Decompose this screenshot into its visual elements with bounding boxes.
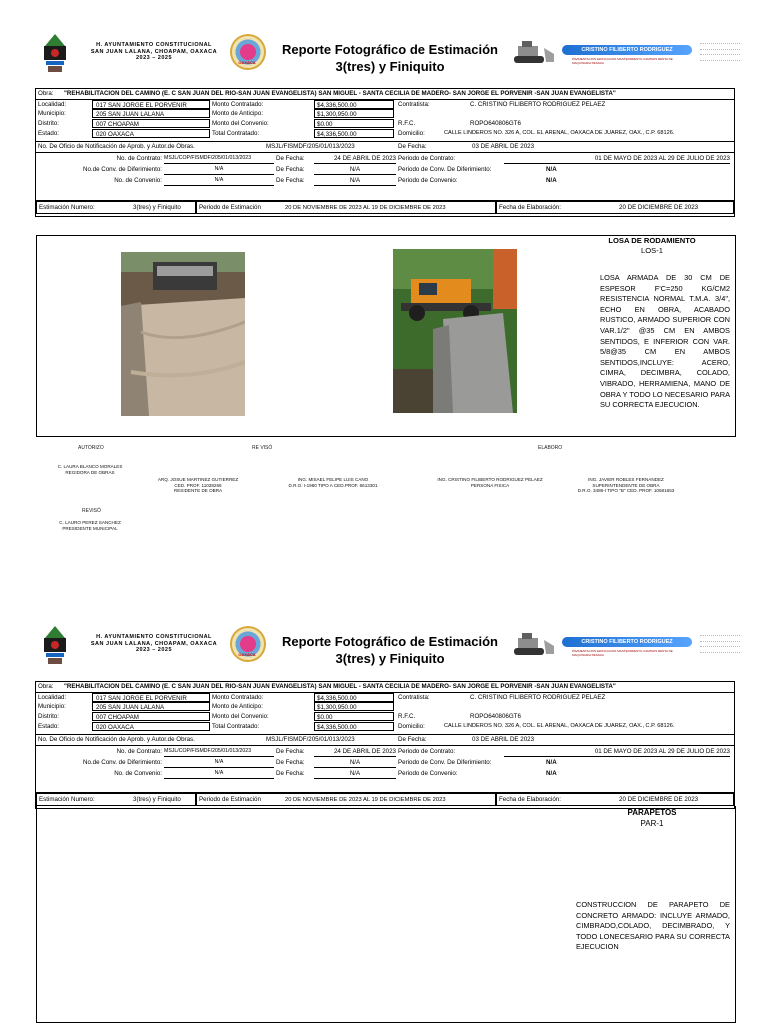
bulldozer-icon	[508, 632, 556, 658]
signature-contratista	[420, 477, 560, 488]
distrito-label: Distrito:	[38, 713, 59, 720]
signer-name: ARQ. JOSUE MARTINEZ GUTIERREZ	[157, 477, 239, 482]
periodo-estimacion-label: Periodo de Estimación	[199, 796, 261, 803]
diferimiento-value: N/A	[164, 165, 274, 175]
signer-name: ING. JAVIER ROBLES FERNANDEZ	[588, 477, 664, 482]
fecha-contrato-label: De Fecha:	[276, 748, 305, 755]
report-title	[270, 633, 510, 667]
contrato-value: MSJL/COP/FISMDF/205/01/013/2023	[164, 154, 274, 164]
convenio-label: No. de Convenio:	[114, 770, 162, 777]
contractor-banner: CRISTINO FILIBERTO RODRIGUEZ	[562, 637, 692, 647]
contractor-banner-sub: PAVIMENTACION EDIFICACION MANTENIMIENTO CAMINOS RENTA DE MAQUINARIA PESADA	[572, 649, 673, 657]
fecha-oficio-label: De Fecha:	[398, 736, 427, 743]
signer-name: ING. CRISTINO FILIBERTO RODRIGUEZ PELAEZ	[437, 477, 543, 482]
obra-label: Obra:	[38, 683, 54, 690]
periodo-convenio-label: Periodo de Convenio:	[398, 177, 458, 184]
title-line-2: 3(tres) y Finiquito	[335, 59, 445, 74]
contact-block	[700, 632, 740, 653]
rfc-label: R.F.C.	[398, 713, 416, 720]
estimacion-box	[36, 793, 196, 806]
ayuntamiento-name	[74, 42, 234, 62]
fecha-oficio-label: De Fecha:	[398, 143, 427, 150]
ayto-line-3: 2023 – 2025	[135, 647, 173, 653]
signature-regidora	[40, 464, 140, 475]
fecha-oficio-value: 03 DE ABRIL DE 2023	[472, 143, 535, 150]
section-1-title: LOSA DE RODAMIENTO	[608, 236, 696, 245]
monto-contratado-value: $4,336,500.00	[314, 100, 394, 109]
localidad-label: Localidad:	[38, 694, 67, 701]
diferimiento-label: No.de Conv. de Diferimiento:	[83, 759, 162, 766]
title-line-2: 3(tres) y Finiquito	[335, 651, 445, 666]
periodo-estimacion-box	[196, 793, 496, 806]
periodo-diferimiento-value: N/A	[546, 166, 557, 173]
domicilio-label: Domicilio:	[398, 723, 425, 730]
obra-value: "REHABILITACION DEL CAMINO (E. C SAN JUAN DEL RIO-SAN JUAN EVANGELISTA) SAN MIGUEL - SANTA CECILIA DE MADERO- SAN JORGE EL PORVENIR -SAN JUAN EVANGELISTA"	[64, 683, 616, 690]
estado-label: Estado:	[38, 130, 59, 137]
photo-section-parapetos	[36, 806, 736, 1023]
fecha-contrato-value: 24 DE ABRIL DE 2023	[314, 747, 396, 757]
distrito-value: 007 CHOAPAM	[92, 712, 210, 721]
fecha-diferimiento-value: N/A	[314, 758, 396, 768]
contact-block	[700, 40, 740, 61]
ayto-line-2: SAN JUAN LALANA, CHOAPAM, OAXACA	[90, 48, 218, 55]
fecha-diferimiento-label: De Fecha:	[276, 759, 305, 766]
fecha-contrato-value: 24 DE ABRIL DE 2023	[314, 154, 396, 164]
ayto-line-1: H. AYUNTAMIENTO CONSTITUCIONAL	[96, 42, 212, 48]
photo-losa-site	[121, 252, 245, 416]
periodo-estimacion-value: 20 DE NOVIEMBRE DE 2023 AL 19 DE DICIEMBRE DE 2023	[285, 205, 446, 211]
contrato-value: MSJL/COP/FISMDF/205/01/013/2023	[164, 747, 274, 757]
fecha-diferimiento-label: De Fecha:	[276, 166, 305, 173]
fecha-oficio-value: 03 DE ABRIL DE 2023	[472, 736, 535, 743]
elaboracion-value: 20 DE DICIEMBRE DE 2023	[619, 204, 699, 211]
signature-superintendente	[556, 477, 696, 494]
monto-anticipo-label: Monto de Anticipo:	[212, 703, 263, 710]
signer-ced: CED. PROF. 11038266	[174, 482, 222, 488]
periodo-contrato-label: Periodo de Contrato:	[398, 155, 456, 162]
section-2-title: PARAPETOS	[627, 808, 677, 817]
monto-convenio-label: Monto del Convenio:	[212, 120, 269, 127]
autorizo-heading: AUTORIZO	[78, 445, 104, 451]
convenio-value: N/A	[164, 769, 274, 779]
monto-contratado-label: Monto Contratado:	[212, 694, 264, 701]
signer-role: PRESIDENTE MUNICIPAL	[62, 525, 118, 531]
estimacion-box	[36, 201, 196, 214]
monto-anticipo-value: $1,300,950.00	[314, 109, 394, 118]
reviso-heading: RE VISÓ	[252, 445, 273, 451]
estado-value: 020 OAXACA	[92, 129, 210, 138]
ayto-line-1: H. AYUNTAMIENTO CONSTITUCIONAL	[96, 634, 212, 640]
section-2-description: CONSTRUCCION DE PARAPETO DE CONCRETO ARMADO: INCLUYE ARMADO, CIMBRADO,COLADO, DECIMBRADO, Y TODO LONECESARIO PARA SU CORRECTA EJECUCION	[576, 900, 730, 952]
signer-role: RESIDENTE DE OBRA	[173, 488, 223, 494]
periodo-contrato-value: 01 DE MAYO DE 2023 AL 29 DE JULIO DE 2023	[504, 154, 730, 164]
convenio-value: N/A	[164, 176, 274, 186]
monto-contratado-value: $4,336,500.00	[314, 693, 394, 702]
fecha-contrato-label: De Fecha:	[276, 155, 305, 162]
contratista-value: C. CRISTINO FILIBERTO RODRIGUEZ PELAEZ	[470, 101, 606, 108]
diferimiento-label: No.de Conv. de Diferimiento:	[83, 166, 162, 173]
periodo-contrato-label: Periodo de Contrato:	[398, 748, 456, 755]
rfc-label: R.F.C.	[398, 120, 416, 127]
oficio-value: MSJL/FISMDF/205/01/013/2023	[266, 143, 355, 150]
section-1-code: LOS-1	[641, 246, 663, 255]
signer-name: C. LAURO PEREZ SANCHEZ	[59, 520, 121, 525]
signature-residente	[140, 477, 256, 494]
total-contratado-label: Total Contratado:	[212, 130, 260, 137]
periodo-estimacion-value: 20 DE NOVIEMBRE DE 2023 AL 19 DE DICIEMBRE DE 2023	[285, 797, 446, 803]
obra-value: "REHABILITACION DEL CAMINO (E. C SAN JUAN DEL RIO-SAN JUAN EVANGELISTA) SAN MIGUEL - SANTA CECILIA DE MADERO- SAN JORGE EL PORVENIR -SAN JUAN EVANGELISTA"	[64, 90, 616, 97]
contrato-label: No. de Contrato:	[116, 748, 162, 755]
periodo-diferimiento-label: Periodo de Conv. De Diferimiento:	[398, 759, 492, 766]
reviso-heading-2: REVISÓ	[82, 508, 101, 514]
oficio-label: No. De Oficio de Notificación de Aprob. y Autor.de Obras.	[38, 736, 195, 743]
project-info-table	[35, 88, 735, 217]
signature-presidente	[40, 520, 140, 531]
section-1-description: LOSA ARMADA DE 30 CM DE ESPESOR F'C=250 KG/CM2 RESISTENCIA NORMAL T.M.A. 3/4", ECHO EN OBRA, ACABADO RUSTICO, ARMADO SUPERIOR CON VAR.1/2" @35 CM EN AMBOS SENTIDOS, E INFERIOR CON VAR. 5/8@35 CM EN AMBOS SENTIDOS,INCLUYE: ACERO, CIMRA, DECIMBRA, COLADO, VIBRADO, HERRAMIENA, MANO DE OBRA Y TODO LO NECESARIO PARA SU CORRECTA EJECUCION.	[600, 273, 730, 410]
municipio-value: 205 SAN JUAN LALANA	[92, 109, 210, 118]
ayto-line-3: 2023 – 2025	[135, 55, 173, 61]
municipio-label: Municipio:	[38, 703, 66, 710]
photo-section-losa	[36, 235, 736, 437]
distrito-label: Distrito:	[38, 120, 59, 127]
monto-contratado-label: Monto Contratado:	[212, 101, 264, 108]
elaboro-heading: ELABORO	[538, 445, 563, 451]
monto-convenio-value: $0.00	[314, 712, 394, 721]
elaboracion-box	[496, 201, 734, 214]
estado-value: 020 OAXACA	[92, 722, 210, 731]
periodo-diferimiento-value: N/A	[546, 759, 557, 766]
signer-name: C. LAURA BLANCO MORALES	[57, 464, 123, 469]
report-page-2	[0, 590, 768, 1024]
section-2-code: PAR-1	[640, 819, 664, 828]
municipal-logo-icon	[42, 34, 68, 72]
title-line-1: Reporte Fotográfico de Estimación	[282, 634, 498, 649]
domicilio-value: CALLE LINDEROS NO. 326 A, COL. EL ARENAL, OAXACA DE JUAREZ, OAX., C.P. 68126.	[444, 130, 675, 136]
photo-losa-truck	[393, 249, 517, 413]
monto-anticipo-value: $1,300,950.00	[314, 702, 394, 711]
ayto-line-2: SAN JUAN LALANA, CHOAPAM, OAXACA	[90, 640, 218, 647]
contratista-label: Contratista:	[398, 101, 430, 108]
periodo-estimacion-box	[196, 201, 496, 214]
fecha-convenio-value: N/A	[314, 176, 396, 186]
oficio-value: MSJL/FISMDF/205/01/013/2023	[266, 736, 355, 743]
periodo-diferimiento-label: Periodo de Conv. De Diferimiento:	[398, 166, 492, 173]
elaboracion-label: Fecha de Elaboración:	[499, 204, 561, 211]
bulldozer-icon	[508, 40, 556, 66]
total-contratado-label: Total Contratado:	[212, 723, 260, 730]
rfc-value: ROPO640806GT6	[470, 713, 521, 720]
project-info-table	[35, 681, 735, 809]
rfc-value: ROPO640806GT6	[470, 120, 521, 127]
estimacion-label: Estimación Numero:	[39, 796, 95, 803]
convenio-label: No. de Convenio:	[114, 177, 162, 184]
contractor-banner-sub: PAVIMENTACION EDIFICACION MANTENIMIENTO CAMINOS RENTA DE MAQUINARIA PESADA	[572, 57, 673, 65]
signature-dro	[268, 477, 398, 488]
seal-label: OAXACA	[238, 60, 256, 65]
localidad-value: 017 SAN JORGE EL PORVENIR	[92, 693, 210, 702]
estimacion-value: 3(tres) y Finiquito	[133, 204, 181, 211]
signer-role: SUPERINTENDENTE DE OBRA	[592, 482, 660, 488]
total-contratado-value: $4,336,500.00	[314, 129, 394, 138]
signer-role: D.R.O. I-1980 TIPO A CED.PROF. 6613301	[288, 482, 378, 488]
total-contratado-value: $4,336,500.00	[314, 722, 394, 731]
periodo-convenio-label: Periodo de Convenio:	[398, 770, 458, 777]
signer-ced: D.R.O. 3486-I TIPO "B" CED. PROF. 10581653	[577, 488, 675, 494]
signer-name: ING. MISAEL FELIPE LUIS CANO	[297, 477, 369, 482]
fecha-convenio-value: N/A	[314, 769, 396, 779]
contratista-value: C. CRISTINO FILIBERTO RODRIGUEZ PELAEZ	[470, 694, 606, 701]
fecha-diferimiento-value: N/A	[314, 165, 396, 175]
signer-role: REGIDORA DE OBRAS	[65, 469, 115, 475]
monto-convenio-value: $0.00	[314, 119, 394, 128]
domicilio-value: CALLE LINDEROS NO. 326 A, COL. EL ARENAL, OAXACA DE JUAREZ, OAX., C.P. 68126.	[444, 723, 675, 729]
elaboracion-value: 20 DE DICIEMBRE DE 2023	[619, 796, 699, 803]
signer-role: PERSONA FISICA	[470, 482, 510, 488]
contrato-label: No. de Contrato:	[116, 155, 162, 162]
diferimiento-value: N/A	[164, 758, 274, 768]
municipio-value: 205 SAN JUAN LALANA	[92, 702, 210, 711]
estado-label: Estado:	[38, 723, 59, 730]
estimacion-label: Estimación Numero:	[39, 204, 95, 211]
periodo-convenio-value: N/A	[546, 177, 557, 184]
periodo-contrato-value: 01 DE MAYO DE 2023 AL 29 DE JULIO DE 2023	[504, 747, 730, 757]
oficio-label: No. De Oficio de Notificación de Aprob. y Autor.de Obras.	[38, 143, 195, 150]
contractor-banner: CRISTINO FILIBERTO RODRIGUEZ	[562, 45, 692, 55]
monto-anticipo-label: Monto de Anticipo:	[212, 110, 263, 117]
domicilio-label: Domicilio:	[398, 130, 425, 137]
localidad-value: 017 SAN JORGE EL PORVENIR	[92, 100, 210, 109]
estimacion-value: 3(tres) y Finiquito	[133, 796, 181, 803]
municipal-logo-icon	[42, 626, 68, 664]
elaboracion-box	[496, 793, 734, 806]
seal-label: OAXACA	[238, 652, 256, 657]
elaboracion-label: Fecha de Elaboración:	[499, 796, 561, 803]
report-title	[270, 41, 510, 75]
ayuntamiento-name	[74, 634, 234, 654]
municipio-label: Municipio:	[38, 110, 66, 117]
obra-label: Obra:	[38, 90, 54, 97]
periodo-estimacion-label: Periodo de Estimación	[199, 204, 261, 211]
title-line-1: Reporte Fotográfico de Estimación	[282, 42, 498, 57]
fecha-convenio-label: De Fecha:	[276, 177, 305, 184]
distrito-value: 007 CHOAPAM	[92, 119, 210, 128]
localidad-label: Localidad:	[38, 101, 67, 108]
monto-convenio-label: Monto del Convenio:	[212, 713, 269, 720]
periodo-convenio-value: N/A	[546, 770, 557, 777]
contratista-label: Contratista:	[398, 694, 430, 701]
fecha-convenio-label: De Fecha:	[276, 770, 305, 777]
